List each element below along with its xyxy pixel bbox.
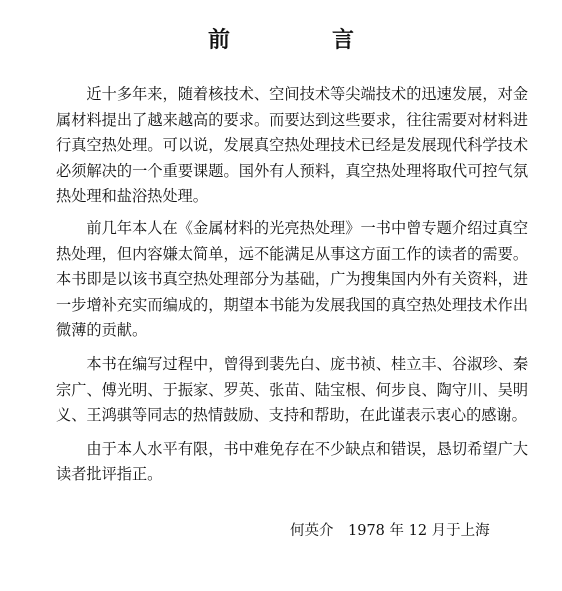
paragraph-2: 前几年本人在《金属材料的光亮热处理》一书中曾专题介绍过真空热处理，但内容嫌太简单，远不能满足从事这方面工作的读者的需要。本书即是以该书真空热处理部分为基础，广为搜集国内外有关资料，进一步增补充实而编成的，期望本书能为发展我国的真空热处理技术作出微薄的贡献。 bbox=[56, 218, 528, 340]
paragraph-1: 近十多年来，随着核技术、空间技术等尖端技术的迅速发展，对金属材料提出了越来越高的要求。而要达到这些要求，往往需要对材料进行真空热处理。可以说，发展真空热处理技术已经是发展现代科学技术必须解决的一个重要课题。国外有人预料，真空热处理将取代可控气氛热处理和盐浴热处理。 bbox=[56, 85, 528, 206]
preface-body bbox=[56, 82, 528, 488]
paragraph-3: 本书在编写过程中，曾得到裴先白、庞书祯、桂立丰、谷淑珍、秦宗广、傅光明、于振家、罗英、张苗、陆宝根、何步良、陶守川、吴明义、王鸿骐等同志的热情鼓励、支持和帮助，在此谨表示衷心的感谢。 bbox=[56, 354, 528, 425]
paragraph-4: 由于本人水平有限，书中难免存在不少缺点和错误，恳切希望广大读者批评指正。 bbox=[56, 439, 528, 484]
page-title: 前 言 bbox=[207, 27, 394, 53]
author-signature-line: 何英介 1978 年 12 月于上海 bbox=[290, 523, 490, 539]
